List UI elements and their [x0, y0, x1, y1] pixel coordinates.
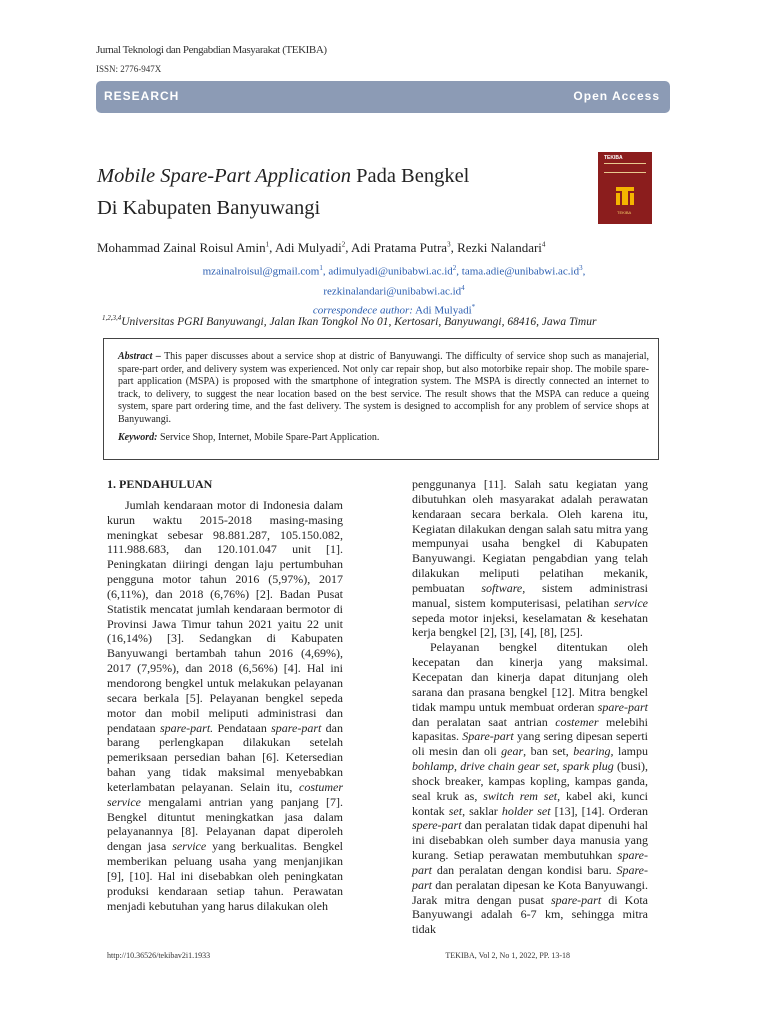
italic-term: holder set [501, 803, 551, 818]
italic-term: costemer [555, 714, 599, 729]
text-run: dan peralatan dipesan ke Kota Banyuwangi. Jarak mitra dengan pusat [412, 877, 648, 907]
journal-name: Jurnal Teknologi dan Pengabdian Masyarakat (TEKIBA) [96, 44, 327, 56]
text-run: , saklar [462, 803, 502, 818]
section-heading: 1. PENDAHULUAN [107, 477, 213, 491]
keyword-text: Service Shop, Internet, Mobile Spare-Part Application. [159, 432, 380, 443]
cover-journal-name: TEKIBA [604, 155, 623, 161]
email-line-1: mzainalroisul@gmail.com$^1$, $adimulyadi@unibabwi.ac.id^2$, $tama.adie@unibabwi.ac.id^3$, [202, 264, 586, 278]
text-run: mengalami antrian yang panjang [7]. Bengkel dituntut meningkatkan jasa dalam pelayanannya [8]. Pelayanan dapat diperoleh dengan jasa [107, 794, 343, 854]
author-name: Adi Pratama Putra [351, 240, 448, 255]
email-link[interactable]: adimulyadi@unibabwi.ac.id [328, 265, 453, 278]
email-sup: 4 [461, 283, 465, 292]
author-emails [0, 260, 768, 319]
footer-journal: TEKIBA, [445, 951, 477, 960]
text-run: di Kota Banyuwangi adalah 6-7 km, sehingga mitra tidak [412, 892, 648, 937]
paragraph [412, 477, 648, 640]
open-access-label: Open Access [573, 89, 660, 103]
italic-term: service [172, 839, 207, 854]
italic-term: service [614, 595, 648, 610]
text-run: [13], [14]. Orderan [550, 803, 648, 818]
research-label: RESEARCH [104, 89, 180, 103]
correspondence-label: correspondece author: [312, 304, 413, 317]
text-run: dan peralatan dengan kondisi baru. [432, 862, 617, 877]
author-sup: 4 [541, 240, 546, 249]
abstract-label: Abstract – [118, 351, 161, 362]
text-run: melebihi kapasitas. [412, 714, 648, 744]
affiliation-sup: 1,2,3,4 [102, 314, 122, 322]
text-run: , [454, 759, 461, 774]
abstract-body [118, 351, 649, 426]
author-name: Rezki Nalandari [457, 240, 542, 255]
italic-term: drive chain gear set, spark plug [460, 759, 614, 774]
italic-term: gear [501, 744, 524, 759]
italic-term: set [448, 803, 463, 818]
title-italic: Mobile Spare-Part Application [97, 165, 351, 187]
cover-footer-label: TEKIBA [617, 210, 632, 215]
italic-term: Spare-part [462, 729, 514, 744]
text-run: penggunanya [11]. Salah satu kegiatan yang dibutuhkan oleh masyarakat adalah perawatan kendaraan secara berkala. Oleh karena itu, Kegiatan dilakukan dengan salah satu mitra yang mempunyai usaha bengkel di Kabupaten Banyuwangi. Kegiatan pengabdian yang telah dilakukan meliputi pelatihan mekanik, pembuatan [412, 477, 648, 595]
italic-term: bohlamp [412, 759, 454, 774]
correspondence-author: Adi Mulyadi [415, 304, 472, 317]
italic-term: spare-part. [159, 720, 214, 735]
text-run: Pendataan [213, 720, 272, 735]
text-run: , kabel aki, kunci kontak [412, 788, 648, 818]
text-run: sepeda motor injeksi, keselamatan & kesehatan kerja bengkel [2], [3], [4], [8], [25]. [412, 610, 648, 640]
email-sup: 2 [452, 264, 457, 272]
abstract-box [103, 338, 659, 460]
email-line-2 [0, 280, 768, 300]
author-sup: 3 [447, 240, 451, 249]
abstract-text: This paper discusses about a service shop at distric of Banyuwangi. The difficulty of service shop such as manajerial, spare-part order, and delivery system was experienced. Not only car repair shop, but also motorbike repair shop. The mobile spare-part application (MSPA) is proposed with the smartphone of integration system. The MSPA is directly connected an internet to track, to delivery, to suggest the near location based on the best service. The result shows that the MSPA can reduce a queing system, spare part ordering time, and the fast delivery. The system is designed to accomplish for any problem of service shops at Banyuwangi. [118, 351, 650, 425]
italic-term: Spare-part [412, 862, 648, 892]
title-rest: Pada Bengkel [350, 165, 470, 187]
email-link[interactable]: tama.adie@unibabwi.ac.id [461, 265, 580, 278]
journal-cover-thumbnail [598, 152, 652, 224]
paragraph [412, 640, 648, 937]
correspondence-mark: * [471, 303, 476, 312]
italic-term: switch rem set [483, 788, 558, 803]
paper-title [97, 160, 469, 224]
text-run: lampu [613, 744, 649, 759]
author-name: Adi Mulyadi [274, 240, 342, 255]
text-run: yang sering dipesan seperti oli mesin dan oli [412, 729, 648, 759]
author-list: Mohammad Zainal Roisul Amin$^1$, Adi Mulyadi$^2$, Adi Pratama Putra$^3$, Rezki Nalandari$^4$ [97, 240, 546, 255]
title-line2: Di Kabupaten Banyuwangi [97, 197, 321, 219]
text-run: yang berkualitas. Bengkel memberikan peluang usaha yang menjanjikan [9], [10]. Hal ini disebabkan oleh peningkatan produksi kendaraan setiap tahun. Perawatan menjadi kebutuhan yang harus dilakukan oleh [107, 839, 343, 913]
affiliation [102, 314, 596, 328]
issn-label: ISSN: 2776-947X [96, 64, 162, 74]
cover-decoration [604, 163, 646, 173]
body-column-right [412, 477, 648, 937]
italic-term: software, [481, 580, 526, 595]
tekiba-logo-icon [615, 186, 635, 206]
paragraph [107, 498, 343, 914]
article-type-banner [96, 81, 670, 113]
italic-term: spere-part [412, 818, 462, 833]
text-run: dan peralatan tidak dapat dipenuhi hal ini disebabkan oleh sumber daya manusia yang kurang. Setiap perawatan membutuhkan [412, 818, 648, 863]
text-run: Pelayanan bengkel ditentukan oleh kecepatan dan kinerja yang maksimal. Kecepatan dan kinerja dapat ditunjang oleh sarana dan prasana bengkel [12]. Mitra bengkel tidak mampu untuk membuat orderan [412, 640, 648, 714]
italic-term: spare-part [597, 699, 648, 714]
text-run: dan barang perlengkapan dilakukan setelah pemeriksaan persedian bahan [6]. Ketersedian bahan yang tidak maksimal menyebabkan keterlambatan pelayanan. Selain itu, [107, 720, 343, 794]
email-sup: 1 [319, 264, 323, 272]
text-run: sistem administrasi manual, sistem komputerisasi, pelatihan [412, 580, 648, 610]
text-run: , ban set, [523, 744, 574, 759]
italic-term: spare-part [550, 892, 602, 907]
email-link[interactable]: mzainalroisul@gmail.com [202, 265, 320, 278]
italic-term: bearing, [573, 744, 614, 759]
body-column-left [107, 477, 343, 913]
italic-term: costumer service [107, 779, 343, 809]
author-name: Mohammad Zainal Roisul Amin [97, 240, 266, 255]
footer-citation [412, 951, 570, 960]
author-sup: 1 [265, 240, 270, 249]
author-sup: 2 [341, 240, 346, 249]
footer-doi[interactable]: http://10.36526/tekibav2i1.1933 [107, 951, 211, 960]
text-run: dan peralatan saat antrian [412, 714, 556, 729]
email-sup: 3 [579, 264, 583, 272]
italic-term: spare-part [412, 848, 648, 877]
affiliation-text: Universitas PGRI Banyuwangi, Jalan Ikan Tongkol No 01, Kertosari, Banyuwangi, 68416, Jawa Timur [121, 315, 597, 328]
text-run: (busi), shock breaker, kampas kopling, kampas ganda, seal kruk as, [412, 759, 649, 803]
keyword-label: Keyword: [118, 432, 158, 443]
keyword-line [118, 432, 649, 445]
text-run: Jumlah kendaraan motor di Indonesia dalam kurun waktu 2015-2018 masing-masing meningkat sebesar 98.881.287, 105.150.082, 111.988.683, dan 120.101.047 unit [1]. Peningkatan diiringi dengan laju pertumbuhan pengguna motor tahun 2016 (5,97%), 2017 (6,11%), dan 2018 (6,76%) [2]. Badan Pusat Statistik mencatat jumlah kendaraan bermotor di Provinsi Jawa Timur tahun 2021 yaitu 22 unit (16,14%) [3]. Sedangkan di Kabupaten Banyuwangi bertambah tahun 2016 (4,69%), 2017 (7,95%), dan 2018 (6,56%) [4]. Hal ini mendorong bengkel untuk melakukan pelayanan secara berkala [5]. Pelayanan bengkel sepeda motor dan mobil meliputi administrasi dan pendataan [107, 497, 343, 735]
footer-volume: Vol 2, No 1, 2022, PP. 13-18 [476, 951, 570, 960]
email-link[interactable]: rezkinalandari@unibabwi.ac.id [323, 285, 462, 298]
italic-term: spare-part [271, 720, 322, 735]
